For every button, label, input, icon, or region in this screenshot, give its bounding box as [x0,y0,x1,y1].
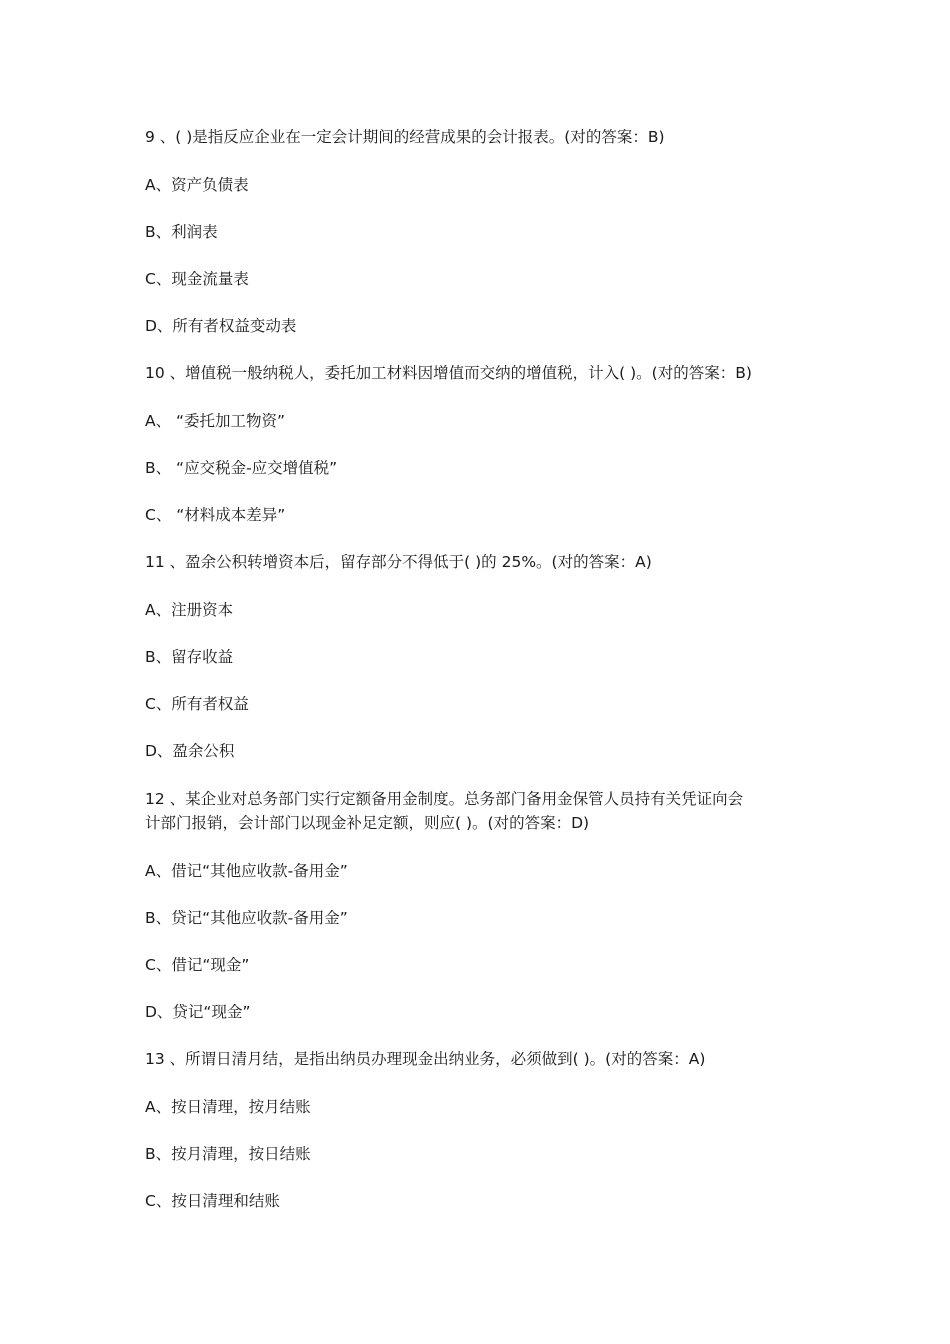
question-13-stem: 13 、所谓日清月结，是指出纳员办理现金出纳业务，必须做到( )。(对的答案：A) [145,1050,706,1068]
question-12-option-a: A、借记“其他应收款-备用金” [145,862,348,880]
question-10-stem: 10 、增值税一般纳税人，委托加工材料因增值而交纳的增值税，计入( )。(对的答案：B) [145,364,752,382]
question-11-option-c: C、所有者权益 [145,695,249,713]
question-12-option-b: B、贷记“其他应收款-备用金” [145,909,348,927]
question-13-option-a: A、按日清理，按月结账 [145,1098,311,1116]
question-13-option-b: B、按月清理，按日结账 [145,1145,311,1163]
question-9-option-a: A、资产负债表 [145,176,249,194]
question-11-option-b: B、留存收益 [145,648,234,666]
question-9-option-c: C、现金流量表 [145,270,249,288]
question-12-option-d: D、贷记“现金” [145,1003,251,1021]
question-10-option-b: B、 “应交税金-应交增值税” [145,459,338,477]
question-12-stem-line-1: 12 、某企业对总务部门实行定额备用金制度。总务部门备用金保管人员持有关凭证向会 [145,790,744,808]
question-12-stem-line-2: 计部门报销，会计部门以现金补足定额，则应( )。(对的答案：D) [145,814,590,832]
question-10-option-c: C、 “材料成本差异” [145,506,286,524]
question-9-stem: 9 、( )是指反应企业在一定会计期间的经营成果的会计报表。(对的答案：B) [145,128,665,146]
question-9-option-d: D、所有者权益变动表 [145,317,297,335]
question-11-option-d: D、盈余公积 [145,742,235,760]
question-12-option-c: C、借记“现金” [145,956,250,974]
question-13-option-c: C、按日清理和结账 [145,1192,280,1210]
question-11-stem: 11 、盈余公积转增资本后，留存部分不得低于( )的 25%。(对的答案：A) [145,553,652,571]
question-11-option-a: A、注册资本 [145,601,234,619]
question-10-option-a: A、 “委托加工物资” [145,412,286,430]
question-9-option-b: B、利润表 [145,223,218,241]
